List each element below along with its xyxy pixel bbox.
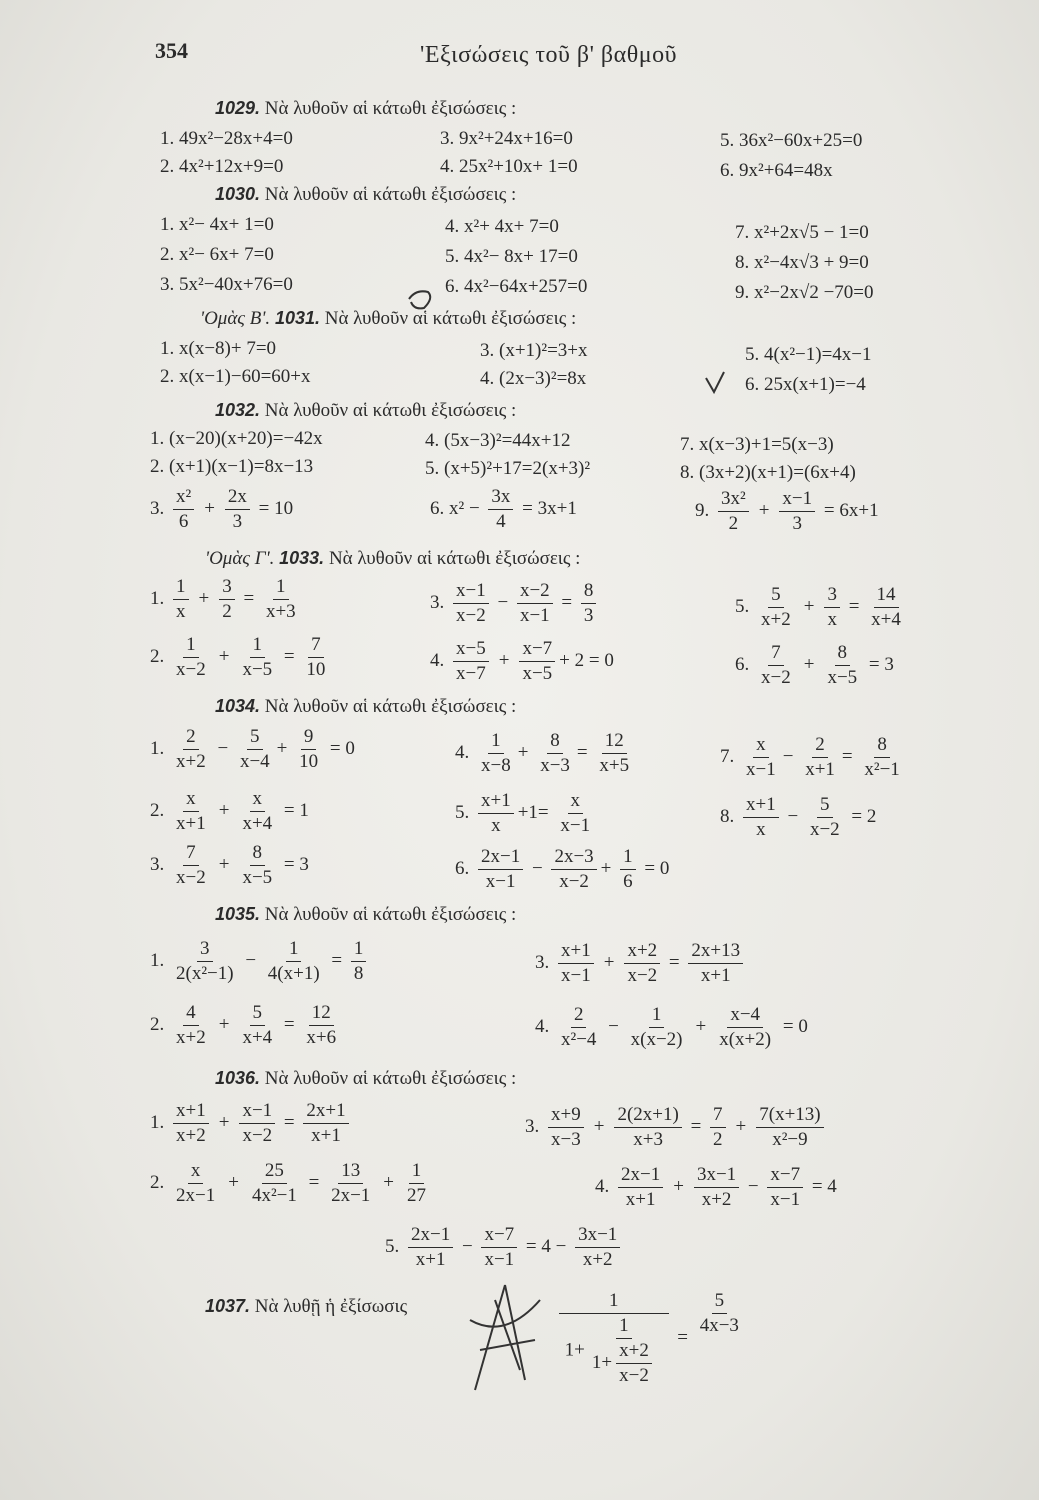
eq-1031-6: 6. 25x(x+1)=−4 [745,374,866,395]
eq-1032-1: 1. (x−20)(x+20)=−42x [150,428,323,449]
eq-1034-7: 7. $\frac{x}{x-1}$ − $\frac{2}{x+1}$ = $\frac{8}{\text{x²−1}}$ [720,734,900,780]
eq-1029-5: 5. 36x²−60x+25=0 [720,130,863,151]
eq-1031-3: 3. (x+1)²=3+x [480,340,588,361]
handwritten-scribble [465,1280,545,1400]
eq-1035-4: 4. $\frac{2}{\text{x²−4}}$ − $\frac{1}{x(x-2)}$ + $\frac{x-4}{x(x+2)}$ = 0 [535,1004,808,1050]
problem-1034-heading: 1034. Νὰ λυθοῦν αἱ κάτωθι ἐξισώσεις : [215,696,517,717]
checkmark-icon [704,370,726,396]
problem-1029-heading: 1029. Νὰ λυθοῦν αἱ κάτωθι ἐξισώσεις : [215,98,517,119]
problem-1033-heading: 'Ομὰς Γ'. 1033. Νὰ λυθοῦν αἱ κάτωθι ἐξισώσεις : [205,548,581,569]
eq-1030-1: 1. x²− 4x+ 1=0 [160,214,274,235]
problem-1031-heading: 'Ομὰς Β'. 1031. Νὰ λυθοῦν αἱ κάτωθι ἐξισώσεις : [200,308,577,329]
eq-1034-2: 2. $\frac{x}{x+1}$ + $\frac{x}{x+4}$ = 1 [150,788,309,834]
eq-1029-6: 6. 9x²+64=48x [720,160,833,181]
eq-1031-2: 2. x(x−1)−60=60+x [160,366,311,387]
eq-1030-5: 5. 4x²− 8x+ 17=0 [445,246,578,267]
eq-1036-4: 4. $\frac{2x-1}{x+1}$ + $\frac{3x-1}{x+2}$ − $\frac{x-7}{x-1}$ = 4 [595,1164,837,1210]
eq-1034-5: 5. $\frac{x+1}{x}$ +1= $\frac{x}{x-1}$ [455,790,591,836]
problem-1032-heading: 1032. Νὰ λυθοῦν αἱ κάτωθι ἐξισώσεις : [215,400,517,421]
eq-1032-9: 9. $\frac{\text{3x²}}{2}$ + $\frac{x-1}{3}$ = 6x+1 [695,488,879,534]
eq-1034-1: 1. $\frac{2}{x+2}$ − $\frac{5}{x-4}$ + $\frac{9}{10}$ = 0 [150,726,355,772]
eq-1032-5: 5. (x+5)²+17=2(x+3)² [425,458,591,479]
eq-1029-2: 2. 4x²+12x+9=0 [160,156,284,177]
eq-1029-4: 4. 25x²+10x+ 1=0 [440,156,578,177]
eq-1035-2: 2. $\frac{4}{x+2}$ + $\frac{5}{x+4}$ = $\frac{12}{x+6}$ [150,1002,337,1048]
checkmark-icon [406,284,436,314]
eq-1032-3: 3. $\frac{\text{x²}}{6}$ + $\frac{2x}{3}$ = 10 [150,486,294,532]
problem-1035-heading: 1035. Νὰ λυθοῦν αἱ κάτωθι ἐξισώσεις : [215,904,517,925]
eq-1031-5: 5. 4(x²−1)=4x−1 [745,344,872,365]
eq-1030-8: 8. x²−4x√3 + 9=0 [735,252,869,273]
eq-1031-1: 1. x(x−8)+ 7=0 [160,338,277,359]
eq-1034-6: 6. $\frac{2x-1}{x-1}$ − $\frac{2x-3}{x-2}$ + $\frac{1}{6}$ = 0 [455,846,670,892]
eq-1033-3: 3. $\frac{x-1}{x-2}$ − $\frac{x-2}{x-1}$ = $\frac{8}{3}$ [430,580,600,627]
problem-1036-heading: 1036. Νὰ λυθοῦν αἱ κάτωθι ἐξισώσεις : [215,1068,517,1089]
eq-1029-1: 1. 49x²−28x+4=0 [160,128,293,149]
eq-1032-2: 2. (x+1)(x−1)=8x−13 [150,456,314,477]
eq-1036-3: 3. $\frac{x+9}{x-3}$ + $\frac{2(2x+1)}{x+3}$ = $\frac{7}{2}$ + $\frac{7(x+13)}{\text{x²−9}}$ [525,1104,828,1151]
eq-1030-6: 6. 4x²−64x+257=0 [445,276,588,297]
eq-1036-2: 2. $\frac{x}{2x-1}$ + $\frac{25}{\text{4x²−1}}$ = $\frac{13}{2x-1}$ + $\frac{1}{27}$ [150,1160,427,1206]
running-header: 'Εξισώσεις τοῦ β' βαθμοῦ [420,42,677,68]
eq-1032-6: 6. x² − $\frac{3x}{4}$ = 3x+1 [430,486,577,532]
eq-1035-1: 1. $\frac{3}{\text{2(x²−1)}}$ − $\frac{1}{4(x+1)}$ = $\frac{1}{8}$ [150,938,370,985]
eq-1030-4: 4. x²+ 4x+ 7=0 [445,216,559,237]
eq-1032-8: 8. (3x+2)(x+1)=(6x+4) [680,462,856,483]
problem-1037-heading: 1037. Νὰ λυθῇ ἡ ἐξίσωσις [205,1296,408,1317]
eq-1034-8: 8. $\frac{x+1}{x}$ − $\frac{5}{x-2}$ = 2 [720,794,877,840]
eq-1033-6: 6. $\frac{7}{x-2}$ + $\frac{8}{x-5}$ = 3 [735,642,894,688]
eq-1037: 1 1+ 1 1+ $\frac{x+2}{x-2}$ = $\frac{5}{4x-3}$ [555,1290,746,1387]
page-number: 354 [155,38,188,63]
eq-1031-4: 4. (2x−3)²=8x [480,368,587,389]
eq-1033-1: 1. $\frac{1}{x}$ + $\frac{3}{2}$ = $\frac{1}{x+3}$ [150,576,296,622]
eq-1030-7: 7. x²+2x√5 − 1=0 [735,222,869,243]
eq-1033-5: 5. $\frac{5}{x+2}$ + $\frac{3}{x}$ = $\frac{14}{x+4}$ [735,584,901,630]
eq-1036-5: 5. $\frac{2x-1}{x+1}$ − $\frac{x-7}{x-1}$ = 4 − $\frac{3x-1}{x+2}$ [385,1224,624,1271]
problem-1030-heading: 1030. Νὰ λυθοῦν αἱ κάτωθι ἐξισώσεις : [215,184,517,205]
eq-1035-3: 3. $\frac{x+1}{x-1}$ + $\frac{x+2}{x-2}$ = $\frac{2x+13}{x+1}$ [535,940,747,987]
eq-1032-4: 4. (5x−3)²=44x+12 [425,430,571,451]
eq-1030-9: 9. x²−2x√2 −70=0 [735,282,874,303]
eq-1034-4: 4. $\frac{1}{x-8}$ + $\frac{8}{x-3}$ = $\frac{12}{x+5}$ [455,730,630,776]
eq-1033-2: 2. $\frac{1}{x-2}$ + $\frac{1}{x-5}$ = $\frac{7}{10}$ [150,634,326,680]
eq-1032-7: 7. x(x−3)+1=5(x−3) [680,434,834,455]
eq-1034-3: 3. $\frac{7}{x-2}$ + $\frac{8}{x-5}$ = 3 [150,842,309,888]
eq-1030-3: 3. 5x²−40x+76=0 [160,274,293,295]
eq-1033-4: 4. $\frac{x-5}{x-7}$ + $\frac{x-7}{x-5}$ + 2 = 0 [430,638,614,684]
eq-1036-1: 1. $\frac{x+1}{x+2}$ + $\frac{x-1}{x-2}$ = $\frac{2x+1}{x+1}$ [150,1100,353,1147]
eq-1029-3: 3. 9x²+24x+16=0 [440,128,573,149]
eq-1030-2: 2. x²− 6x+ 7=0 [160,244,274,265]
